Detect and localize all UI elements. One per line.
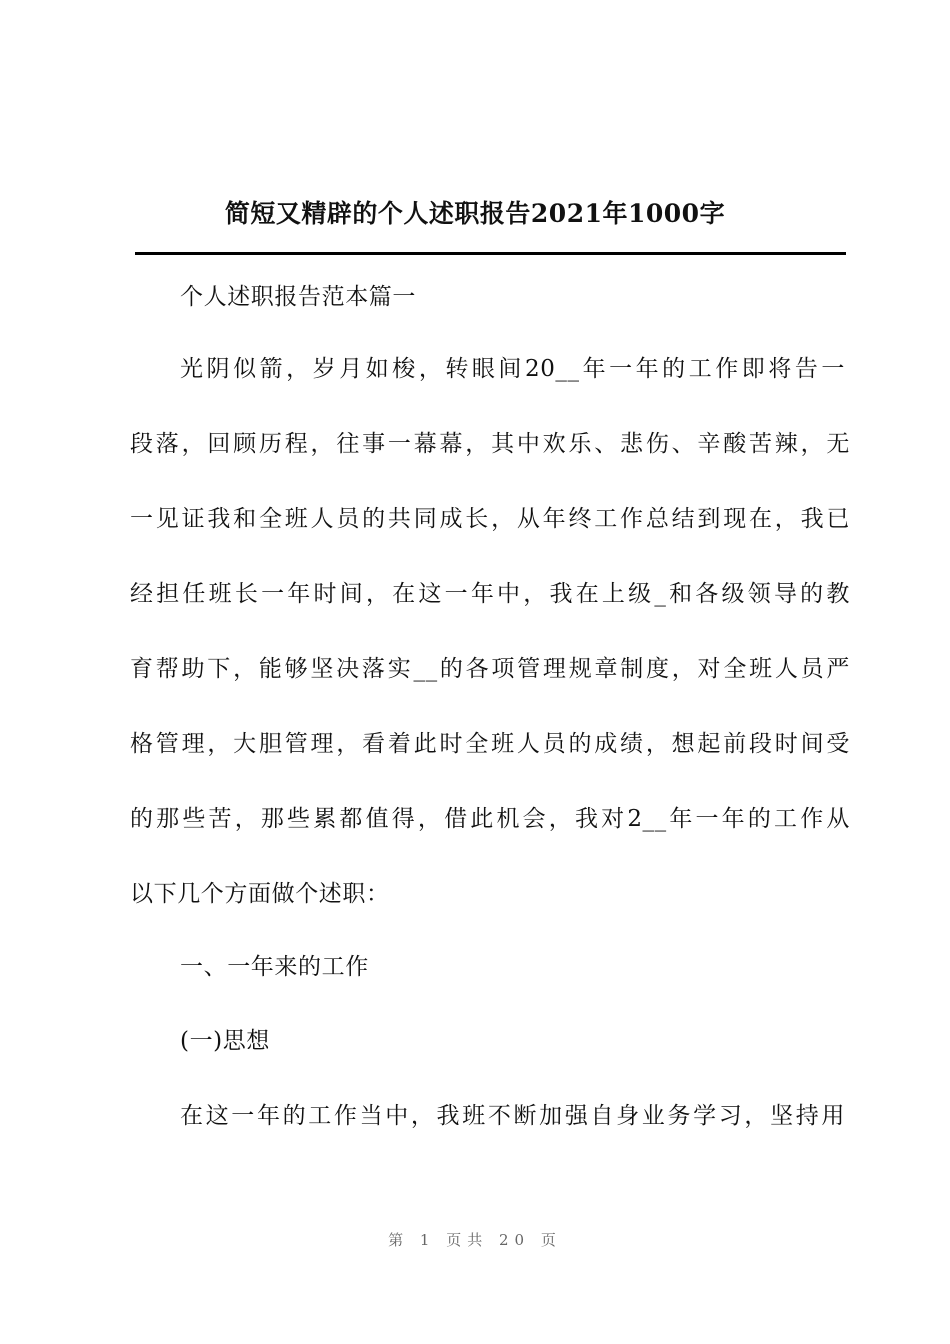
section-heading: 一、一年来的工作	[180, 954, 369, 980]
paragraph-line: 段落，回顾历程，往事一幕幕，其中欢乐、悲伤、辛酸苦辣，无	[130, 431, 850, 457]
paragraph-line: 经担任班长一年时间，在这一年中，我在上级_和各级领导的教	[130, 581, 850, 607]
document-title: 简短又精辟的个人述职报告2021年1000字	[224, 199, 726, 228]
title-divider	[135, 252, 846, 255]
page-number-footer: 第 1 页共 20 页	[388, 1231, 562, 1249]
paragraph-line: 育帮助下，能够坚决落实__的各项管理规章制度，对全班人员严	[130, 656, 850, 682]
paragraph-line: 格管理，大胆管理，看着此时全班人员的成绩，想起前段时间受	[130, 731, 850, 757]
paragraph-line: 一见证我和全班人员的共同成长，从年终工作总结到现在，我已	[130, 506, 850, 532]
section-heading: 个人述职报告范本篇一	[180, 284, 416, 310]
paragraph-line: 的那些苦，那些累都值得，借此机会，我对2__年一年的工作从	[130, 806, 850, 832]
subsection-heading: (一)思想	[180, 1028, 270, 1054]
paragraph-line: 光阴似箭，岁月如梭，转眼间20__年一年的工作即将告一	[180, 356, 845, 382]
paragraph-line: 在这一年的工作当中，我班不断加强自身业务学习，坚持用	[180, 1103, 845, 1129]
paragraph-line: 以下几个方面做个述职：	[130, 881, 390, 907]
